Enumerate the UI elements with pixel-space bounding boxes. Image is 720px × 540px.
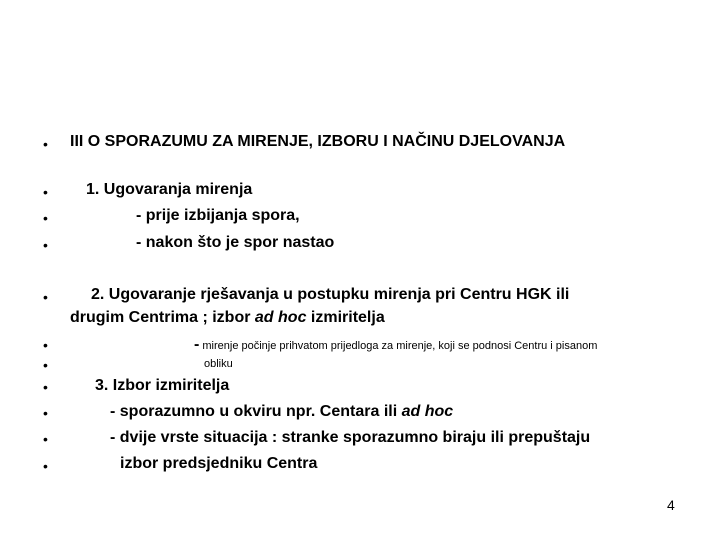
bullet: • [43,357,48,373]
section2-line1: 2. Ugovaranje rješavanja u postupku mirenja pri Centru HGK ili [91,286,570,303]
bullet: • [43,431,48,447]
bullet: • [43,184,48,200]
section2-note-line2: obliku [204,358,233,370]
bullet: • [43,337,48,353]
section3-item1 [110,404,453,420]
section2-note-line1 [194,337,597,353]
bullet: • [43,405,48,421]
section1-title: 1. Ugovaranja mirenja [86,181,253,198]
section3-item1-pre: - sporazumno u okviru npr. Centara ili [110,403,402,420]
bullet: • [43,379,48,395]
page-number: 4 [667,497,675,513]
section3-item2: - dvije vrste situacija : stranke sporazumno biraju ili prepuštaju [110,429,591,446]
bullet: • [43,237,48,253]
bullet: • [43,458,48,474]
section2-line2-post: izmiritelja [306,309,385,326]
section2-note-text: mirenje počinje prihvatom prijedloga za mirenje, koji se podnosi Centru i pisanom [199,340,598,352]
section3-title: 3. Izbor izmiritelja [95,377,230,394]
bullet: • [43,136,48,152]
section2-note-dash: - [194,336,200,353]
bullet: • [43,289,48,305]
heading: III O SPORAZUMU ZA MIRENJE, IZBORU I NAČINU DJELOVANJA [70,133,566,150]
section2-line2-pre: drugim Centrima ; izbor [70,309,255,326]
section3-item1-em: ad hoc [401,403,454,420]
section2-line2 [70,310,385,326]
section3-item3: izbor predsjedniku Centra [120,455,318,472]
bullet: • [43,210,48,226]
section1-item2: - nakon što je spor nastao [136,234,335,251]
section2-line2-em: ad hoc [254,309,307,326]
section1-item1: - prije izbijanja spora, [136,207,300,224]
